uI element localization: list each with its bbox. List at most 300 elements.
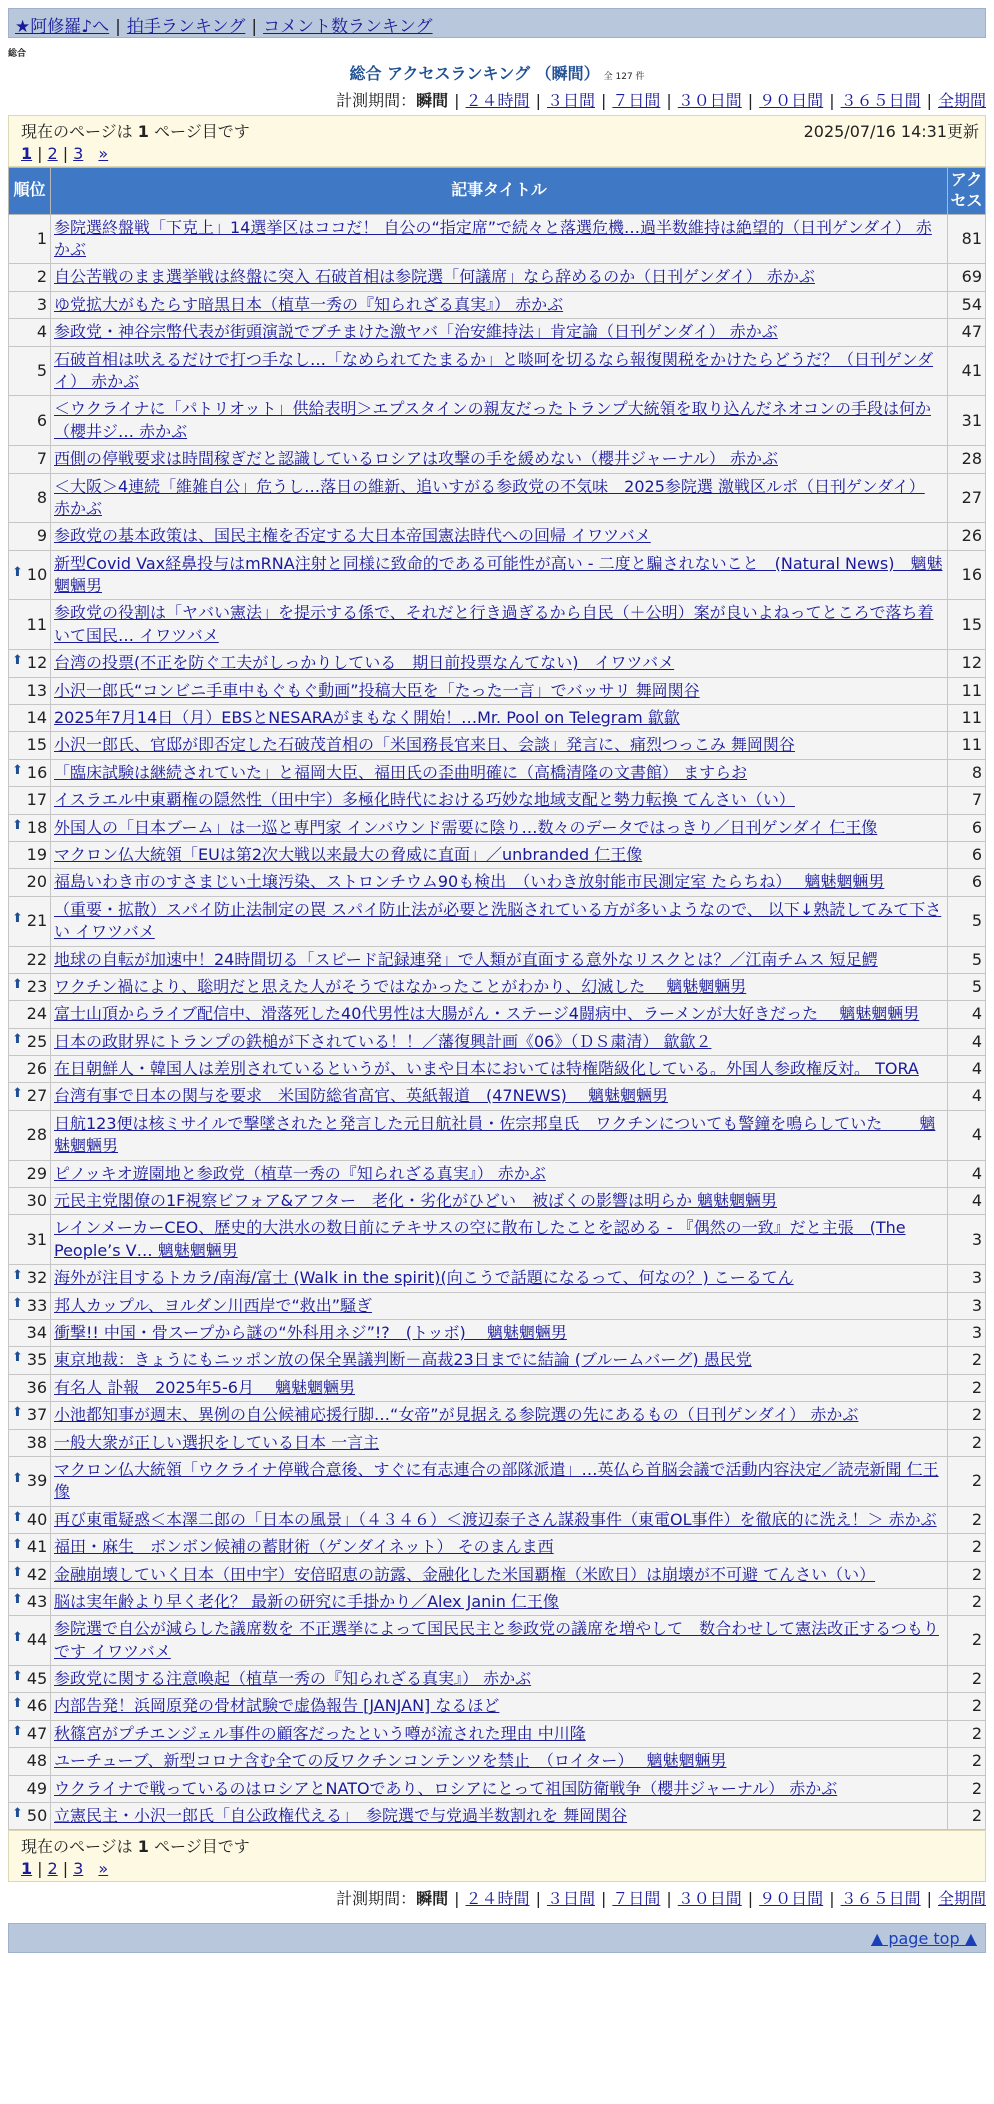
period-link-7-bottom[interactable]: 全期間 [937, 1889, 986, 1909]
period-separator: | [454, 1889, 460, 1909]
rank-number: 38 [26, 1432, 47, 1452]
table-row [9, 1374, 986, 1401]
access-count: 3 [948, 1320, 986, 1347]
period-separator: | [666, 1889, 672, 1909]
access-count: 4 [948, 1028, 986, 1055]
page-links-bottom [21, 1859, 979, 1878]
title-cell [51, 346, 948, 396]
title-cell [51, 1561, 948, 1588]
period-selector [8, 88, 986, 111]
title-cell [51, 814, 948, 841]
title-cell [51, 1056, 948, 1083]
article-link[interactable]: 立憲民主・小沢一郎氏「自公政権代える」 参院選で与党過半数割れを 舞岡関谷 [54, 1806, 628, 1826]
title-cell [51, 1506, 948, 1533]
rank-cell [9, 814, 51, 841]
article-link[interactable]: イスラエル中東覇権の隠然性（田中宇）多極化時代における巧妙な地域支配と勢力転換 てんさい（い） [54, 790, 795, 810]
rank-number: 33 [26, 1295, 48, 1315]
article-link[interactable]: 自公苦戦のまま選挙戦は終盤に突入 石破首相は参院選「何議席」なら辞めるのか（日刊ゲンダイ） 赤かぶ [54, 267, 815, 287]
title-cell [51, 1001, 948, 1028]
rank-up-arrow-icon: ⬆ [12, 1669, 23, 1685]
article-link[interactable]: 参院選で自公が減らした議席数を 不正選挙によって国民民主と参政党の議席を増やして 数合わせして憲法改正するつもりです イワツバメ [54, 1619, 939, 1661]
article-link[interactable]: 小池都知事が週末、異例の自公候補応援行脚…“女帝”が見据える参院選の先にあるもの（日刊ゲンダイ） 赤かぶ [54, 1405, 859, 1425]
access-count: 15 [948, 600, 986, 650]
access-count: 11 [948, 732, 986, 759]
page-separator [88, 144, 93, 163]
table-row [9, 1534, 986, 1561]
title-cell [51, 319, 948, 346]
rank-number: 43 [26, 1591, 48, 1611]
top-nav-link-1[interactable]: 拍手ランキング [126, 17, 246, 37]
title-cell [51, 705, 948, 732]
rank-up-arrow-icon: ⬆ [12, 1723, 23, 1739]
title-cell [51, 946, 948, 973]
article-link[interactable]: 参政党の役割は「ヤバい憲法」を提示する係で、それだと行き過ぎるから自民（＋公明）案が良いよねってところで落ち着いて国民… イワツバメ [54, 603, 934, 645]
rank-cell [9, 1666, 51, 1693]
rank-number: 8 [36, 487, 47, 507]
rank-cell [9, 1347, 51, 1374]
page-separator: | [37, 1859, 43, 1879]
rank-cell [9, 677, 51, 704]
period-current: 瞬間 [416, 91, 449, 110]
period-separator: | [600, 1889, 607, 1909]
table-row [9, 1775, 986, 1802]
period-link-3-bottom[interactable]: ７日間 [612, 1889, 661, 1909]
article-link[interactable]: 参政党・神谷宗幣代表が街頭演説でブチまけた激ヤバ「治安維持法」肯定論（日刊ゲンダイ） 赤かぶ [54, 322, 778, 342]
article-link[interactable]: ウクライナで戦っているのはロシアとNATOであり、ロシアにとって祖国防衛戦争（櫻井ジャーナル） 赤かぶ [54, 1778, 838, 1798]
article-link[interactable]: ユーチューブ、新型コロナ含む全ての反ワクチンコンテンツを禁止 （ロイター） 魑魅魍魎男 [54, 1751, 727, 1771]
rank-cell [9, 1320, 51, 1347]
period-link-5[interactable]: ９０日間 [759, 91, 824, 110]
title-cell [51, 650, 948, 677]
access-count: 4 [948, 1160, 986, 1187]
article-link[interactable]: 台湾の投票(不正を防ぐ工夫がしっかりしている 期日前投票なんてない) イワツバメ [54, 653, 675, 673]
rank-cell [9, 396, 51, 446]
table-row [9, 973, 986, 1000]
period-link-1[interactable]: ２４時間 [465, 91, 530, 110]
table-row [9, 1028, 986, 1055]
period-link-4-bottom[interactable]: ３０日間 [677, 1889, 742, 1909]
title-cell [51, 896, 948, 946]
period-separator: | [829, 1889, 835, 1909]
article-link[interactable]: 台湾有事で日本の関与を要求 米国防総省高官、英紙報道 (47NEWS) 魑魅魍魎男 [54, 1086, 668, 1106]
rank-cell [9, 1402, 51, 1429]
table-row [9, 677, 986, 704]
article-link[interactable]: 日航123便は核ミサイルで撃墜されたと発言した元日航社員・佐宗邦皇氏 ワクチンについても警鐘を鳴らしていた 魑魅魍魎男 [54, 1113, 936, 1156]
table-row [9, 1803, 986, 1830]
rank-number: 45 [26, 1669, 48, 1689]
rank-number: 3 [36, 294, 47, 314]
title-cell [51, 550, 948, 600]
table-row [9, 600, 986, 650]
table-row [9, 869, 986, 896]
article-link[interactable]: 在日朝鮮人・韓国人は差別されているというが、いまや日本においては特権階級化している。外国人参政権反対。 TORA [54, 1059, 919, 1079]
page-separator [88, 1859, 93, 1878]
rank-number: 46 [26, 1696, 48, 1716]
rank-number: 48 [26, 1751, 47, 1771]
rank-number: 21 [26, 910, 48, 930]
rank-cell [9, 896, 51, 946]
article-link[interactable]: 参院選終盤戦「下克上」14選挙区はココだ！ 自公の“指定席”で続々と落選危機…過半数維持は絶望的（日刊ゲンダイ） 赤かぶ [54, 217, 932, 259]
rank-cell [9, 1160, 51, 1187]
title-cell [51, 600, 948, 650]
period-label: 計測期間： [336, 91, 417, 110]
access-count: 16 [948, 550, 986, 600]
rank-number: 17 [26, 790, 47, 810]
rank-number: 25 [26, 1031, 48, 1051]
period-separator: | [666, 91, 672, 110]
article-link[interactable]: 福島いわき市のすさまじい土壌汚染、ストロンチウム90も検出 （いわき放射能市民測定室 たらちね） 魑魅魍魎男 [54, 872, 885, 892]
access-count: 31 [948, 396, 986, 446]
title-cell [51, 1083, 948, 1110]
rank-number: 27 [26, 1086, 48, 1106]
rank-cell [9, 1056, 51, 1083]
access-count: 7 [948, 787, 986, 814]
rank-number: 23 [26, 976, 48, 996]
period-link-6-bottom[interactable]: ３６５日間 [840, 1889, 921, 1909]
table-row [9, 346, 986, 396]
rank-up-arrow-icon: ⬆ [12, 910, 23, 926]
title-cell [51, 1534, 948, 1561]
title-cell [51, 841, 948, 868]
rank-cell [9, 759, 51, 786]
article-link[interactable]: 金融崩壊していく日本（田中宇）安倍昭恵の訪露、金融化した米国覇権（米欧日）は崩壊が不可避 てんさい（い） [54, 1564, 876, 1584]
rank-up-arrow-icon: ⬆ [12, 1350, 23, 1366]
rank-cell [9, 1188, 51, 1215]
article-link[interactable]: レインメーカーCEO、歴史的大洪水の数日前にテキサスの空に散布したことを認める - 『偶然の一致』だと主張 (The People’s V… 魑魅魍魎男 [54, 1218, 906, 1260]
article-link[interactable]: 富士山頂からライブ配信中、滑落死した40代男性は大腸がん・ステージ4闘病中、ラーメンが大好きだった 魑魅魍魎男 [54, 1004, 920, 1024]
period-separator: | [535, 1889, 541, 1909]
article-link[interactable]: 西側の停戦要求は時間稼ぎだと認識しているロシアは攻撃の手を緩めない（櫻井ジャーナル） 赤かぶ [54, 449, 778, 469]
access-count: 2 [948, 1693, 986, 1720]
title-cell [51, 1720, 948, 1747]
article-link[interactable]: 東京地裁：きょうにもニッポン放の保全異議判断－高裁23日までに結論 (ブルームバーグ) 愚民党 [54, 1350, 752, 1370]
page-link-2[interactable]: 2 [47, 144, 58, 163]
rank-number: 5 [36, 360, 47, 380]
access-count: 2 [948, 1616, 986, 1666]
page-links [21, 144, 979, 163]
page-link-3-bottom[interactable]: 3 [73, 1859, 84, 1879]
title-cell [51, 473, 948, 523]
rank-cell [9, 1720, 51, 1747]
access-count: 5 [948, 946, 986, 973]
access-count: 3 [948, 1215, 986, 1265]
table-row [9, 1588, 986, 1615]
rank-cell [9, 705, 51, 732]
page-link-1-bottom[interactable]: 1 [21, 1859, 33, 1879]
rank-up-arrow-icon: ⬆ [12, 817, 23, 833]
table-row [9, 946, 986, 973]
table-row [9, 264, 986, 291]
rank-number: 36 [26, 1377, 47, 1397]
access-count: 26 [948, 523, 986, 550]
rank-cell [9, 600, 51, 650]
period-label-bottom: 計測期間： [336, 1889, 417, 1909]
rank-cell [9, 319, 51, 346]
title-cell [51, 732, 948, 759]
access-count: 2 [948, 1748, 986, 1775]
access-count: 2 [948, 1534, 986, 1561]
table-row [9, 1666, 986, 1693]
rank-cell [9, 1001, 51, 1028]
title-cell [51, 446, 948, 473]
rank-number: 7 [36, 449, 47, 469]
article-link[interactable]: ＜大阪＞4連続「維雑自公」危うし…落日の維新、追いすがる参政党の不気味 2025参院選 激戦区ルポ（日刊ゲンダイ） 赤かぶ [54, 476, 925, 518]
rank-number: 31 [26, 1229, 47, 1249]
table-row [9, 705, 986, 732]
table-row [9, 1429, 986, 1456]
access-count: 6 [948, 814, 986, 841]
rank-cell [9, 550, 51, 600]
rank-cell [9, 1803, 51, 1830]
article-link[interactable]: 元民主党閣僚の1F視察ビフォア&アフター 老化・劣化がひどい 被ばくの影響は明らか 魑魅魍魎男 [54, 1191, 778, 1211]
rank-up-arrow-icon: ⬆ [12, 1630, 23, 1646]
period-link-2[interactable]: ３日間 [546, 91, 595, 110]
table-row [9, 319, 986, 346]
rank-up-arrow-icon: ⬆ [12, 1591, 23, 1607]
access-count: 3 [948, 1292, 986, 1319]
article-link[interactable]: ＜ウクライナに「パトリオット」供給表明＞エプスタインの親友だったトランプ大統領を取り込んだネオコンの手段は何か（櫻井ジ… 赤かぶ [54, 399, 931, 441]
table-row [9, 759, 986, 786]
table-row [9, 1693, 986, 1720]
table-row [9, 1292, 986, 1319]
article-link[interactable]: 小沢一郎氏、官邸が即否定した石破茂首相の「米国務長官来日、会談」発言に、痛烈つっこみ 舞岡関谷 [54, 735, 795, 755]
rank-cell [9, 1265, 51, 1292]
table-row [9, 1720, 986, 1747]
table-row [9, 650, 986, 677]
period-link-7[interactable]: 全期間 [937, 91, 986, 110]
table-row [9, 1056, 986, 1083]
column-header-title: 記事タイトル [51, 168, 948, 215]
current-page-text-bottom: 現在のページは 1 ページ目です [21, 1837, 250, 1857]
rank-cell [9, 214, 51, 264]
article-link[interactable]: 一般大衆が正しい選択をしている日本 一言主 [54, 1432, 380, 1452]
article-link[interactable]: 邦人カップル、ヨルダン川西岸で“救出”騒ぎ [54, 1295, 373, 1315]
rank-cell [9, 1693, 51, 1720]
period-separator: | [454, 91, 460, 110]
access-count: 12 [948, 650, 986, 677]
table-row [9, 1215, 986, 1265]
rank-number: 26 [26, 1059, 47, 1079]
rank-up-arrow-icon: ⬆ [12, 1509, 23, 1525]
title-cell [51, 787, 948, 814]
column-header-rank: 順位 [9, 168, 51, 215]
access-count: 5 [948, 973, 986, 1000]
rank-number: 14 [26, 708, 47, 728]
next-page-link-bottom[interactable]: » [98, 1859, 109, 1879]
period-link-6[interactable]: ３６５日間 [840, 91, 921, 110]
title-cell [51, 1320, 948, 1347]
article-link[interactable]: 秋篠宮がプチエンジェル事件の顧客だったという噂が流された理由 中川隆 [54, 1723, 586, 1743]
article-link[interactable]: 参政党の基本政策は、国民主権を否定する大日本帝国憲法時代への回帰 イワツバメ [54, 526, 651, 546]
article-link[interactable]: 衝撃!! 中国・骨スープから謎の“外科用ネジ”!? (トッボ) 魑魅魍魎男 [54, 1323, 567, 1342]
rank-cell [9, 473, 51, 523]
article-link[interactable]: 地球の自転が加速中！24時間切る「スピード記録連発」で人類が直面する意外なリスクとは？／江南チムス 短足鰐 [54, 949, 878, 969]
rank-cell [9, 1028, 51, 1055]
ranking-table [8, 167, 986, 1830]
table-row [9, 1456, 986, 1506]
article-link[interactable]: 脳は実年齢より早く老化？ 最新の研究に手掛かり／Alex Janin 仁王像 [54, 1591, 559, 1611]
table-row [9, 1616, 986, 1666]
rank-up-arrow-icon: ⬆ [12, 1806, 23, 1822]
access-count: 11 [948, 677, 986, 704]
article-link[interactable]: 海外が注目するトカラ/南海/富士 (Walk in the spirit)(向こうで話題になるって、何なの？) こーるてん [54, 1268, 794, 1288]
rank-number: 16 [26, 762, 48, 782]
title-cell [51, 1374, 948, 1401]
rank-cell [9, 946, 51, 973]
rank-number: 4 [36, 322, 47, 342]
title-cell [51, 1347, 948, 1374]
article-link[interactable]: マクロン仏大統領「EUは第2次大戦以来最大の脅威に直面」／unbranded 仁王像 [54, 844, 643, 864]
nav-separator: | [251, 17, 258, 37]
bottom-bar [8, 1923, 986, 1953]
rank-number: 32 [26, 1268, 48, 1288]
article-link[interactable]: 福田・麻生 ボンボン候補の蓄財術（ゲンダイネット） そのまんま西 [54, 1537, 554, 1557]
period-separator: | [926, 1889, 932, 1909]
rank-cell [9, 346, 51, 396]
table-row [9, 523, 986, 550]
table-row [9, 1347, 986, 1374]
rank-number: 2 [36, 267, 47, 287]
period-link-5-bottom[interactable]: ９０日間 [759, 1889, 824, 1909]
top-nav-link-2[interactable]: コメント数ランキング [263, 17, 433, 37]
access-count: 4 [948, 1001, 986, 1028]
rank-cell [9, 523, 51, 550]
title-cell [51, 1265, 948, 1292]
article-link[interactable]: 新型Covid Vax経鼻投与はmRNA注射と同様に致命的である可能性が高い - 二度と騙されないこと (Natural News) 魑魅魍魎男 [54, 553, 943, 596]
access-count: 2 [948, 1429, 986, 1456]
period-separator: | [600, 91, 607, 110]
title-cell [51, 214, 948, 264]
rank-number: 42 [26, 1564, 48, 1584]
period-current-bottom: 瞬間 [416, 1889, 449, 1909]
title-cell [51, 1110, 948, 1160]
title-cell [51, 523, 948, 550]
title-cell [51, 1215, 948, 1265]
title-cell [51, 396, 948, 446]
rank-cell [9, 1506, 51, 1533]
title-cell [51, 1456, 948, 1506]
access-count: 2 [948, 1775, 986, 1802]
rank-cell [9, 787, 51, 814]
article-link[interactable]: 小沢一郎氏“コンビニ手車中もぐもぐ動画”投稿大臣を「たった一言」でバッサリ 舞岡関谷 [54, 680, 700, 700]
current-page-text: 現在のページは 1 ページ目です [21, 122, 250, 141]
rank-cell [9, 1616, 51, 1666]
period-link-1-bottom[interactable]: ２４時間 [465, 1889, 530, 1909]
page-link-3[interactable]: 3 [73, 144, 84, 163]
table-row [9, 291, 986, 318]
access-count: 4 [948, 1188, 986, 1215]
page-top-link[interactable]: ▲ page top ▲ [870, 1929, 977, 1949]
title-cell [51, 1693, 948, 1720]
rank-cell [9, 1561, 51, 1588]
rank-number: 41 [26, 1537, 48, 1557]
title-cell [51, 677, 948, 704]
rank-number: 12 [26, 653, 48, 673]
article-link[interactable]: 石破首相は吠えるだけで打つ手なし…「なめられてたまるか」と啖呵を切るなら報復関税をかけたらどうだ？（日刊ゲンダイ） 赤かぶ [54, 349, 934, 391]
period-link-4[interactable]: ３０日間 [677, 91, 742, 110]
table-row [9, 550, 986, 600]
rank-number: 6 [36, 410, 47, 430]
table-row [9, 787, 986, 814]
access-count: 2 [948, 1456, 986, 1506]
table-row [9, 1402, 986, 1429]
article-link[interactable]: 有名人 訃報 2025年5-6月 魑魅魍魎男 [54, 1377, 356, 1397]
title-cell [51, 1803, 948, 1830]
access-count: 6 [948, 869, 986, 896]
page-link-1[interactable]: 1 [21, 144, 33, 163]
rank-number: 34 [26, 1323, 47, 1342]
rank-number: 1 [36, 228, 47, 248]
rank-number: 50 [26, 1806, 48, 1826]
article-link[interactable]: 2025年7月14日（月）EBSとNESARAがまもなく開始！…Mr. Pool on Telegram 歙歙 [54, 708, 680, 728]
article-link[interactable]: 外国人の「日本ブーム」は一巡と専門家 インバウンド需要に陰り…数々のデータではっきり／日刊ゲンダイ 仁王像 [54, 817, 878, 837]
article-link[interactable]: 「臨床試験は継続されていた」と福岡大臣、福田氏の歪曲明確に（高橋清隆の文書館） ますらお [54, 762, 748, 782]
period-link-3[interactable]: ７日間 [612, 91, 661, 110]
access-count: 5 [948, 896, 986, 946]
title-cell [51, 1402, 948, 1429]
title-cell [51, 1748, 948, 1775]
rank-cell [9, 1110, 51, 1160]
rank-up-arrow-icon: ⬆ [12, 1564, 23, 1580]
period-separator: | [535, 91, 541, 110]
period-separator: | [747, 1889, 754, 1909]
title-cell [51, 1292, 948, 1319]
rank-cell [9, 1429, 51, 1456]
article-link[interactable]: （重要・拡散）スパイ防止法制定の罠 スパイ防止法が必要と洗脳されている方が多いようなので、 以下↓熟読してみて下さい イワツバメ [54, 899, 942, 942]
article-link[interactable]: 参政党に関する注意喚起（植草一秀の『知られざる真実』） 赤かぶ [54, 1669, 532, 1689]
top-nav-link-0[interactable]: ★阿修羅♪へ [15, 17, 110, 37]
table-row [9, 1001, 986, 1028]
access-count: 2 [948, 1720, 986, 1747]
table-row [9, 1160, 986, 1187]
table-row [9, 396, 986, 446]
article-link[interactable]: 内部告発！浜岡原発の骨材試験で虚偽報告 [JANJAN] なるほど [54, 1696, 500, 1716]
period-link-2-bottom[interactable]: ３日間 [546, 1889, 595, 1909]
access-count: 69 [948, 264, 986, 291]
access-count: 2 [948, 1803, 986, 1830]
access-count: 2 [948, 1561, 986, 1588]
article-link[interactable]: ゆ党拡大がもたらす暗黒日本（植草一秀の『知られざる真実』） 赤かぶ [54, 294, 564, 314]
access-count: 41 [948, 346, 986, 396]
rank-number: 29 [26, 1163, 47, 1183]
table-row [9, 1265, 986, 1292]
ranking-title-text: 総合 アクセスランキング （瞬間） [349, 64, 600, 83]
table-row [9, 732, 986, 759]
access-count: 28 [948, 446, 986, 473]
rank-up-arrow-icon: ⬆ [12, 1031, 23, 1047]
rank-number: 24 [26, 1004, 47, 1024]
rank-up-arrow-icon: ⬆ [12, 1696, 23, 1712]
current-page-number: 1 [137, 122, 149, 141]
next-page-link[interactable]: » [98, 144, 109, 163]
rank-cell [9, 1748, 51, 1775]
access-count: 2 [948, 1374, 986, 1401]
period-separator: | [926, 91, 932, 110]
title-cell [51, 1188, 948, 1215]
table-row [9, 1188, 986, 1215]
page-link-2-bottom[interactable]: 2 [47, 1859, 58, 1879]
article-link[interactable]: マクロン仏大統領「ウクライナ停戦合意後、すぐに有志連合の部隊派遣」…英仏ら首脳会議で活動内容決定／読売新聞 仁王像 [54, 1459, 939, 1502]
rank-number: 49 [26, 1778, 47, 1798]
article-link[interactable]: 再び東電疑惑＜本澤二郎の「日本の風景」（４３４６）＜渡辺泰子さん謀殺事件（東電OL事件）を徹底的に洗え！＞ 赤かぶ [54, 1509, 937, 1529]
article-link[interactable]: ピノッキオ遊園地と参政党（植草一秀の『知られざる真実』） 赤かぶ [54, 1163, 546, 1183]
article-link[interactable]: ワクチン禍により、聡明だと思えた人がそうではなかったことがわかり、幻滅した 魑魅魍魎男 [54, 976, 747, 996]
page-separator: | [62, 1859, 69, 1879]
ranking-title [8, 61, 986, 84]
access-count: 81 [948, 214, 986, 264]
article-link[interactable]: 日本の政財界にトランプの鉄槌が下されている！！／藩復興計画《06》（ＤＳ粛清） 歙歙２ [54, 1031, 712, 1051]
pager-bottom [8, 1830, 986, 1882]
